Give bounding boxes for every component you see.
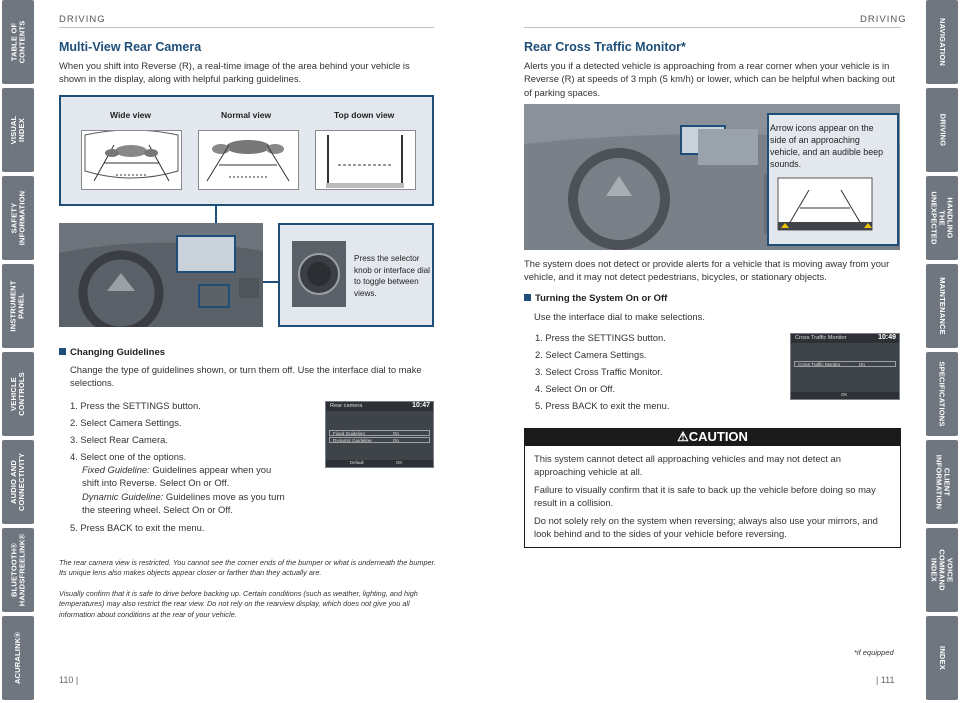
tab-navigation[interactable]: NAVIGATION <box>926 0 958 84</box>
tab-index[interactable]: INDEX <box>926 616 958 700</box>
dynamic-guideline-option: Dynamic Guideline: Guidelines move as you turn <box>82 491 285 502</box>
cross-traffic-intro: Alerts you if a detected vehicle is approaching from a rear corner when your vehicle is in Reverse (R) at speeds of 3 mph (5 km/h) or lower, which can be helpful when backing out of parking spaces. <box>524 60 896 98</box>
tab-safety-information[interactable]: SAFETY INFORMATION <box>2 176 34 260</box>
tab-audio-and-connectivity[interactable]: AUDIO AND CONNECTIVITY <box>2 440 34 524</box>
dynamic-guideline-row: Dynamic Guideline On <box>329 437 430 443</box>
caution-text-3: Do not solely rely on the system when reversing; always also use your mirrors, and look behind and to the sides of your vehicle before reversing. <box>534 515 878 540</box>
step-item: 4. Select On or Off. <box>535 383 616 394</box>
tab-instrument-panel[interactable]: INSTRUMENT PANEL <box>2 264 34 348</box>
screen-clock: 10:49 <box>878 334 896 341</box>
arrow-icons-callout: Arrow icons appear on the side of an approaching vehicle, and an audible beep sounds. <box>770 123 884 169</box>
step-item: 3. Select Cross Traffic Monitor. <box>535 366 663 377</box>
multi-view-intro: When you shift into Reverse (R), a real-time image of the area behind your vehicle is shown in the display, along with helpful parking guidelines. <box>59 60 410 85</box>
fixed-guideline-row: Fixed Guideline On <box>329 430 430 436</box>
right-section-tabs <box>924 0 960 703</box>
tab-client-information[interactable]: CLIENT INFORMATION <box>926 440 958 524</box>
right-header-rule <box>524 27 901 28</box>
if-equipped-footnote: *if equipped <box>854 648 894 657</box>
top-down-view-graphic <box>316 131 415 189</box>
ok-button: OK <box>396 460 403 465</box>
cross-traffic-limitations: The system does not detect or provide alerts for a vehicle that is moving away from your vehicle, and it may not detect pedestrians, bicycles, or stationary objects. <box>524 258 890 283</box>
fixed-guideline-option-cont: shift into Reverse. Select On or Off. <box>82 477 230 488</box>
turning-system-heading: Turning the System On or Off <box>524 293 667 304</box>
tab-specifications[interactable]: SPECIFICATIONS <box>926 352 958 436</box>
section-title-multi-view-camera: Multi-View Rear Camera <box>59 40 202 54</box>
caution-banner: ⚠CAUTION <box>524 428 901 446</box>
turning-system-text: Use the interface dial to make selections. <box>534 311 705 322</box>
normal-view-illustration <box>198 130 299 190</box>
caution-text-2: Failure to visually confirm that it is safe to back up the vehicle before doing so may result in a collision. <box>534 484 876 509</box>
top-down-view-illustration <box>315 130 416 190</box>
right-page-header: DRIVING <box>860 14 907 25</box>
default-button: Default <box>350 460 364 465</box>
screen-title: Cross Traffic Monitor <box>795 335 847 341</box>
caution-text-1: This system cannot detect all approaching vehicles and may not detect an approaching vehicle at all. <box>534 453 841 478</box>
dashboard-photo <box>59 223 263 327</box>
right-page-number: | 111 <box>876 675 895 685</box>
tab-table-of-contents[interactable]: TABLE OF CONTENTS <box>2 0 34 84</box>
rear-camera-limitation-note: The rear camera view is restricted. You cannot see the corner ends of the bumper or what is underneath the bumper. Its unique lens also makes objects appear closer or farther than they actually are. <box>59 558 436 578</box>
normal-view-graphic <box>199 131 298 189</box>
normal-view-label: Normal view <box>221 110 272 120</box>
selector-knob-callout: Press the selector knob or interface dial to toggle between views. <box>354 254 431 298</box>
tab-maintenance[interactable]: MAINTENANCE <box>926 264 958 348</box>
tab-handling-the-unexpected[interactable]: HANDLING THE UNEXPECTED <box>926 176 958 260</box>
visual-confirm-note: Visually confirm that it is safe to drive before backing up. Certain conditions (such as weather, lighting, and high temperatures) may also restrict the rear view. Do not rely on the rearview display, which does not give you all information about conditions at the rear of your vehicle. <box>59 589 418 619</box>
left-page-header: DRIVING <box>59 14 106 25</box>
cross-traffic-settings-screen <box>790 333 900 400</box>
fixed-guideline-option: Fixed Guideline: Guidelines appear when you <box>82 464 272 475</box>
step-item: 2. Select Camera Settings. <box>70 417 182 428</box>
step-item: 2. Select Camera Settings. <box>535 349 647 360</box>
wide-view-illustration <box>81 130 182 190</box>
screen-title: Rear camera <box>330 403 363 409</box>
wide-view-graphic <box>82 131 181 189</box>
dynamic-guideline-option-cont: the steering wheel. Select On or Off. <box>82 504 233 515</box>
camera-views-panel <box>59 95 434 206</box>
left-header-rule <box>59 27 434 28</box>
selector-knob-panel <box>278 223 434 327</box>
tab-acuralink[interactable]: ACURALINK® <box>2 616 34 700</box>
step-item: 4. Select one of the options. <box>70 451 187 462</box>
step-item: 5. Press BACK to exit the menu. <box>70 522 205 533</box>
selector-knob-illustration <box>292 241 346 307</box>
ok-button: OK <box>841 392 848 397</box>
left-page-number: 110 | <box>59 675 79 685</box>
step-item: 5. Press BACK to exit the menu. <box>535 400 670 411</box>
changing-guidelines-text: Change the type of guidelines shown, or turn them off. Use the interface dial to make selections. <box>70 364 422 389</box>
section-title-cross-traffic: Rear Cross Traffic Monitor* <box>524 40 686 54</box>
changing-guidelines-heading: Changing Guidelines <box>59 347 165 358</box>
rear-camera-settings-screen <box>325 401 434 468</box>
dashboard-illustration <box>59 223 263 327</box>
step-item: 1. Press the SETTINGS button. <box>535 332 666 343</box>
tab-visual-index[interactable]: VISUAL INDEX <box>2 88 34 172</box>
tab-voice-command-index[interactable]: VOICE COMMAND INDEX <box>926 528 958 612</box>
tab-bluetooth-handsfreelink[interactable]: BLUETOOTH® HANDSFREELINK® <box>2 528 34 612</box>
tab-vehicle-controls[interactable]: VEHICLE CONTROLS <box>2 352 34 436</box>
step-item: 3. Select Rear Camera. <box>70 434 168 445</box>
left-section-tabs <box>0 0 36 703</box>
top-down-view-label: Top down view <box>334 110 395 120</box>
wide-view-label: Wide view <box>110 110 152 120</box>
caution-box <box>524 446 901 548</box>
step-item: 1. Press the SETTINGS button. <box>70 400 201 411</box>
tab-driving[interactable]: DRIVING <box>926 88 958 172</box>
cross-traffic-row: Cross Traffic Monitor On <box>794 361 896 367</box>
screen-clock: 10:47 <box>412 402 430 409</box>
